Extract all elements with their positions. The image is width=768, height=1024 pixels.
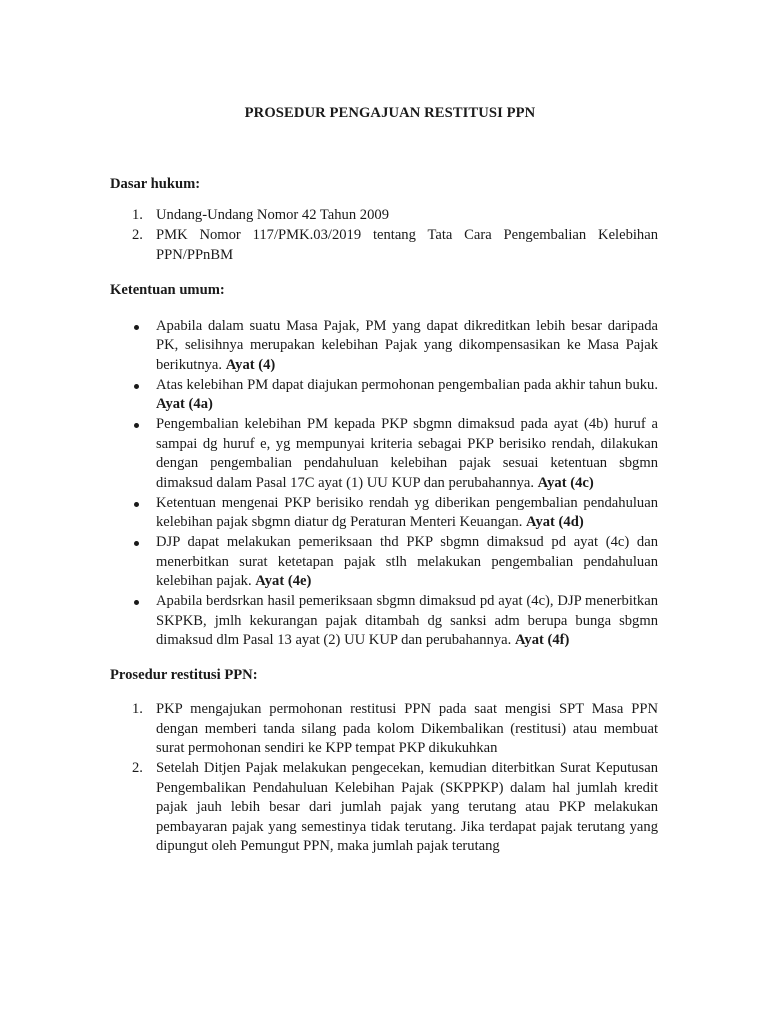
ayat-reference: Ayat (4f)	[514, 632, 570, 648]
list-item	[110, 700, 658, 759]
ketentuan-umum-list	[110, 317, 658, 651]
list-item	[110, 415, 658, 493]
list-item-text: Setelah Ditjen Pajak melakukan pengecekan, kemudian diterbitkan Surat Keputusan Pengembalikan Pendahuluan Kelebihan Pajak (SKPPKP) dalam hal jumlah kredit pajak jauh lebih besar dari jumlah pajak yang terutang atau PKP melakukan pembayaran pajak yang semestinya tidak terutang. Jika terdapat pajak terutang yang dipungut oleh Pemungut PPN, maka jumlah pajak terutang	[156, 760, 658, 854]
bullet-icon	[134, 384, 139, 389]
prosedur-restitusi-list	[110, 700, 658, 857]
list-item-text: Ketentuan mengenai PKP berisiko rendah yg diberikan pengembalian pendahuluan kelebihan pajak sbgmn diatur dg Peraturan Menteri Keuangan.	[156, 494, 658, 530]
document-title: PROSEDUR PENGAJUAN RESTITUSI PPN	[244, 105, 536, 121]
list-item	[110, 494, 658, 533]
list-item-text: Pengembalian kelebihan PM kepada PKP sbgmn dimaksud pada ayat (4b) huruf a sampai dg huruf e, yg mempunyai kriteria sebagai PKP berisiko rendah, dilakukan dengan pengembalian pendahuluan kelebihan pajak sesuai ketentuan sbgmn dimaksud dalam Pasal 17C ayat (1) UU KUP dan perubahannya.	[156, 416, 658, 491]
list-number: 2.	[132, 227, 143, 243]
list-item	[110, 226, 658, 265]
ayat-reference: Ayat (4c)	[537, 474, 594, 491]
section-heading-ketentuan-umum: Ketentuan umum:	[110, 282, 225, 298]
list-item-text: Apabila dalam suatu Masa Pajak, PM yang dapat dikreditkan lebih besar daripada PK, selisihnya merupakan kelebihan Pajak yang dikompensasikan ke Masa Pajak berikutnya.	[156, 317, 658, 373]
list-number: 1.	[132, 701, 143, 717]
list-item	[110, 376, 658, 415]
list-item-text: PKP mengajukan permohonan restitusi PPN pada saat mengisi SPT Masa PPN dengan memberi tanda silang pada kolom Dikembalikan (restitusi) atau membuat surat permohonan sendiri ke KPP tempat PKP dikukuhkan	[156, 701, 658, 756]
list-item-text: Atas kelebihan PM dapat diajukan permohonan pengembalian pada akhir tahun buku.	[156, 376, 658, 393]
bullet-icon	[134, 423, 139, 428]
list-item	[110, 206, 658, 226]
list-number: 2.	[132, 760, 143, 776]
list-item	[110, 592, 658, 651]
bullet-icon	[134, 541, 139, 546]
ayat-reference: Ayat (4)	[225, 356, 276, 373]
list-item	[110, 533, 658, 592]
list-number: 1.	[132, 207, 143, 223]
list-item	[110, 317, 658, 376]
bullet-icon	[134, 502, 139, 507]
section-heading-prosedur-restitusi: Prosedur restitusi PPN:	[110, 666, 258, 683]
list-item-text: Apabila berdsrkan hasil pemeriksaan sbgmn dimaksud pd ayat (4c), DJP menerbitkan SKPKB, jmlh kekurangan pajak ditambah dg sanksi adm berupa bunga sbgmn dimaksud dlm Pasal 13 ayat (2) UU KUP dan perubahannya.	[156, 593, 658, 648]
section-heading-dasar-hukum: Dasar hukum:	[110, 175, 201, 192]
ayat-reference: Ayat (4d)	[526, 514, 584, 530]
list-item	[110, 759, 658, 857]
dasar-hukum-list	[110, 206, 658, 265]
bullet-icon	[134, 600, 139, 605]
ayat-reference: Ayat (4a)	[156, 396, 213, 412]
bullet-icon	[134, 325, 139, 330]
list-item-text: DJP dapat melakukan pemeriksaan thd PKP sbgmn dimaksud pd ayat (4c) dan menerbitkan surat ketetapan pajak stlh melakukan pengembalian pendahuluan kelebihan pajak.	[156, 534, 658, 589]
ayat-reference: Ayat (4e)	[255, 573, 312, 589]
list-item-text: Undang-Undang Nomor 42 Tahun 2009	[156, 207, 389, 223]
list-item-text: PMK Nomor 117/PMK.03/2019 tentang Tata Cara Pengembalian Kelebihan PPN/PPnBM	[156, 227, 658, 263]
